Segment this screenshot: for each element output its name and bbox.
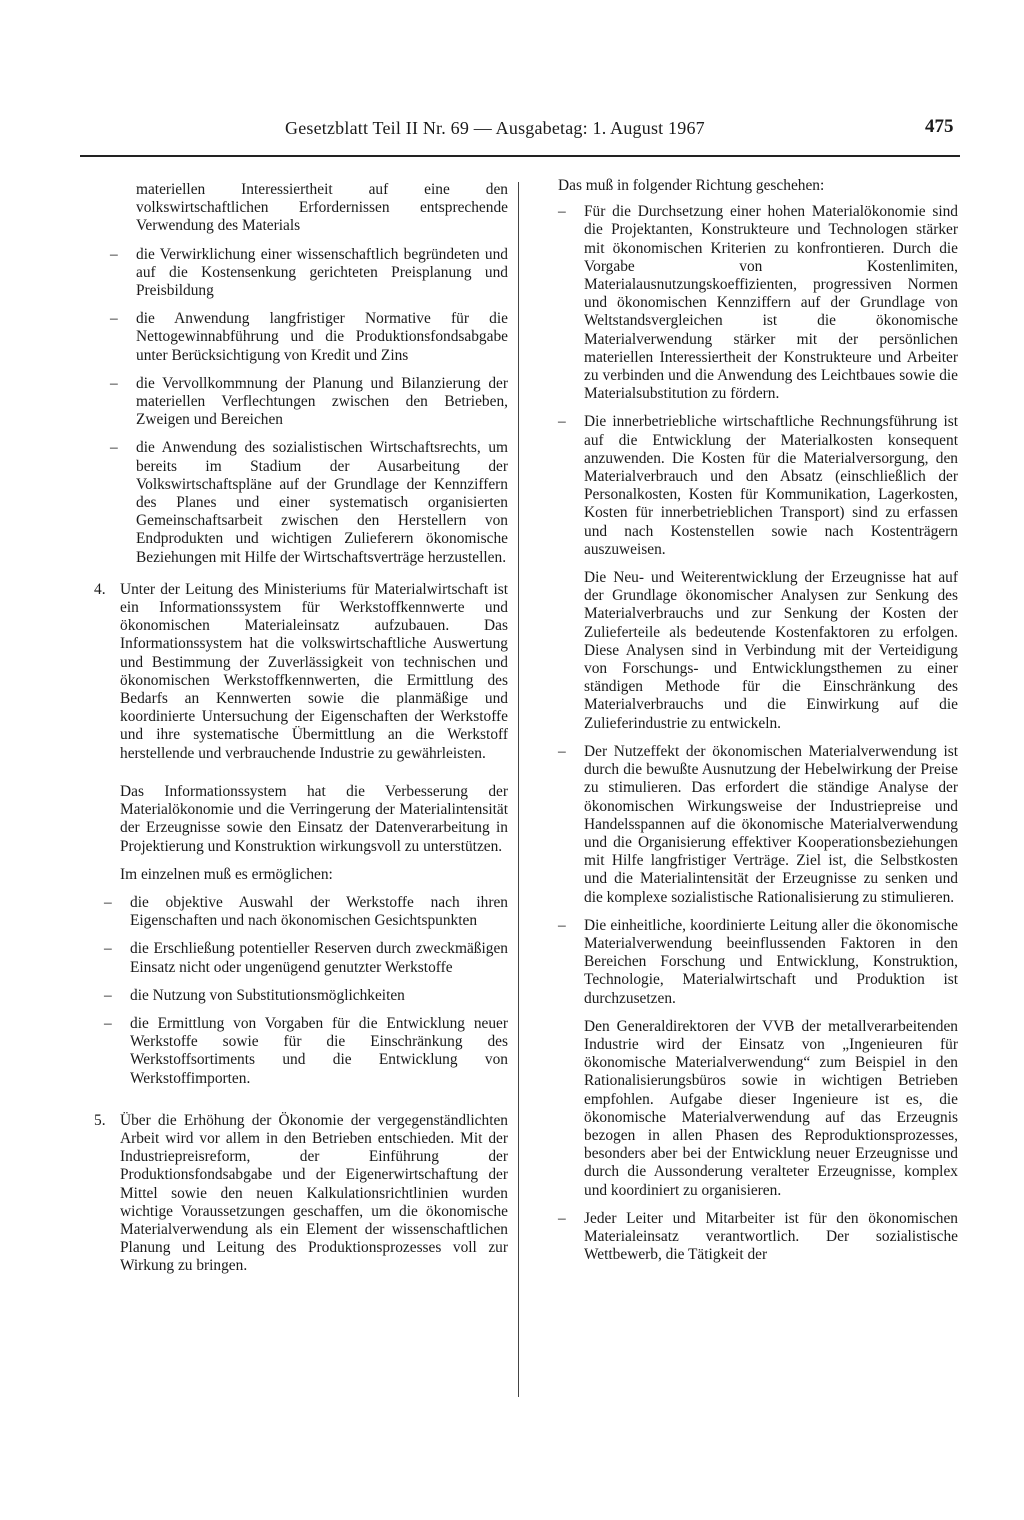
column-divider: [518, 182, 519, 1397]
header-rule: [80, 155, 960, 157]
continuation-paragraph: materiellen Interessiertheit auf eine den volkswirtschaftlichen Erfordernissen entsprechende Verwendung des Materials: [136, 181, 508, 235]
dash-marker: –: [104, 986, 112, 1004]
dash-marker: –: [558, 916, 566, 934]
list-item: [104, 893, 508, 930]
list-item: [110, 246, 508, 301]
list-item: [104, 1014, 508, 1088]
list-item: [110, 439, 508, 566]
section-5-paragraph: Über die Erhöhung der Ökonomie der vergegenständlichten Arbeit wird vor allem in den Betrieben entschieden. Mit der Industriepreisreform, der Einführung der Produktionsfondsabgabe und der Eigenerwirtschaftung der Mittel sowie den neuen Kalkulationsrichtlinien wurden wichtige Voraussetzungen geschaffen, um die ökonomische Materialverwendung als ein Element der wissenschaftlichen Planung und Leitung des Produktionsprozesses voll zur Wirkung zu bringen.: [120, 1111, 508, 1275]
list-item-text: die Verwirklichung einer wissenschaftlich begründeten und auf die Kostensenkung gerichteten Preisplanung und Preisbildung: [136, 245, 508, 300]
list-item-text: die Vervollkommnung der Planung und Bilanzierung der materiellen Verflechtungen zwischen den Betrieben, Zweigen und Bereichen: [136, 374, 508, 429]
section-number: 4.: [94, 580, 106, 598]
section-4: [94, 580, 508, 1102]
list-item: [558, 743, 958, 907]
section-5: [94, 1111, 508, 1286]
list-item-text: Jeder Leiter und Mitarbeiter ist für den ökonomischen Materialeinsatz verantwortlich. Der sozialistische Wettbewerb, die Tätigkeit der: [584, 1209, 958, 1264]
left-column: [94, 181, 508, 1296]
dash-marker: –: [558, 203, 566, 221]
list-item: [110, 310, 508, 365]
list-item-text: Die innerbetriebliche wirtschaftliche Rechnungsführung ist auf die Entwicklung der Materialkosten konsequent anzuwenden. Die Kosten für die Materialversorgung, den Materialverbrauch und den Absatz (einschließlich der Personalkosten, Kosten für Kommunikation, Lagerkosten, Kosten für innerbetrieblichen Transport) sind zu erfassen und nach Kostenstellen sowie nach Kostenträgern auszuweisen.: [584, 413, 958, 558]
section-4-paragraph-1: Unter der Leitung des Ministeriums für Materialwirtschaft ist ein Informationssystem für Werkstoffkennwerte und ökonomischen Materialeinsatz aufzubauen. Das Informationssystem hat die volkswirtschaftliche Auswertung und Bestimmung der Zuverlässigkeit von technischen und ökonomischen Werkstoffkennwerten, die Ermittlung des Bedarfs an Kennwerten sowie die planmäßige und koordinierte Untersuchung der Eigenschaften der Werkstoffe und ihre systematische Übermittlung an die Werkstoff herstellende und verbrauchende Industrie zu gewährleisten.: [120, 580, 508, 762]
list-item-text: Der Nutzeffekt der ökonomischen Materialverwendung ist durch die bewußte Ausnutzung der Hebelwirkung der Preise zu stimulieren. Das erfordert die ständige Analyse der ökonomischen Wirkungsweise der Industriepreise und Handelsspannen auf die ökonomische Materialverwendung und die Organisierung effektiver Kooperationsbeziehungen mit Hilfe langfristiger Verträge. Ziel ist, die Selbstkosten und die Materialintensität der Erzeugnisse zu senken und die komplexe sozialistische Rationalisierung zu stimulieren.: [584, 742, 958, 906]
dash-marker: –: [110, 374, 118, 392]
dash-marker: –: [110, 245, 118, 263]
dash-marker: –: [104, 940, 112, 958]
list-item: [104, 986, 508, 1005]
dash-marker: –: [558, 742, 566, 760]
dash-marker: –: [558, 1209, 566, 1227]
list-item: [104, 940, 508, 976]
section-number: 5.: [94, 1111, 106, 1129]
right-intro: Das muß in folgender Richtung geschehen:: [558, 177, 825, 194]
section-4-paragraph-3: Im einzelnen muß es ermöglichen:: [120, 865, 333, 883]
list-item-paragraph-2: Den Generaldirektoren der VVB der metallverarbeitenden Industrie wird der Einsatz von „Ingenieuren für ökonomische Materialverwendung“ zum Beispiel in den Rationalisierungsbüros sowie in wichtigen Betrieben empfohlen. Aufgabe dieser Ingenieure ist es, die ökonomische Materialverwendung auf das Erzeugnis bezogen in allen Phasen des Reproduktionsprozesses, besonders aber bei der Entwicklung neuer Erzeugnisse und durch die Aussonderung veralteter Erzeugnisse, komplex und koordiniert zu organisieren.: [584, 1017, 958, 1199]
dash-marker: –: [104, 1014, 112, 1032]
list-item-text: Für die Durchsetzung einer hohen Materialökonomie sind die Projektanten, Konstrukteure und Technologen stärker mit ökonomischen Kriterien zu konfrontieren. Durch die Vorgabe von Kostenlimiten, Materialausnutzungskoeffizienten, progressiven Normen und ökonomischen Kennziffern auf der Grundlage von Weltstandsvergleichen ist die ökonomische Materialverwendung stärker mit der persönlichen materiellen Interessiertheit der Konstrukteure und Arbeiter zu verbinden und die Anwendung des Leichtbaues sowie die Materialsubstitution zu fördern.: [584, 203, 958, 403]
dash-marker: –: [104, 893, 112, 911]
dash-marker: –: [110, 439, 118, 457]
list-item-text: die Ermittlung von Vorgaben für die Entwicklung neuer Werkstoffe sowie für die Einschränkung des Werkstoffsortiments und die Entwicklung von Werkstoffimporten.: [130, 1014, 508, 1087]
list-item: [558, 203, 958, 403]
list-item-text: die Anwendung langfristiger Normative für die Nettogewinnabführung und die Produktionsfondsabgabe unter Berücksichtigung von Kredit und Zins: [136, 310, 508, 364]
running-header: Gesetzblatt Teil II Nr. 69 — Ausgabetag: 1. August 1967: [285, 118, 705, 138]
list-item-text: die Anwendung des sozialistischen Wirtschaftsrechts, um bereits im Stadium der Ausarbeitung der Volkswirtschaftspläne auf der Grundlage der Kennziffern des Planes und einer systematisch organisierten Gemeinschaftsarbeit zwischen den Herstellern von Endprodukten und wichtigen Zulieferern ökonomische Beziehungen mit Hilfe der Wirtschaftsverträge herzustellen.: [136, 439, 508, 566]
list-item-text: die Nutzung von Substitutionsmöglichkeiten: [130, 986, 405, 1004]
section-4-paragraph-2: Das Informationssystem hat die Verbesserung der Materialökonomie und die Verringerung der Materialintensität der Erzeugnisse sowie den Einsatz der Datenverarbeitung in Projektierung und Konstruktion wirkungsvoll zu unterstützen.: [120, 782, 508, 855]
list-item: [558, 917, 958, 1200]
list-item-text: die Erschließung potentieller Reserven durch zweckmäßigen Einsatz nicht oder ungenügend genutzter Werkstoffe: [130, 940, 508, 976]
list-item: [558, 413, 958, 732]
list-item-text: Die einheitliche, koordinierte Leitung aller die ökonomische Materialverwendung beeinflussenden Faktoren in den Bereichen Forschung und Entwicklung, Konstruktion, Technologie, Materialwirtschaft und Produktion ist durchzusetzen.: [584, 916, 958, 1007]
right-column: [558, 177, 958, 1274]
list-item-text: die objektive Auswahl der Werkstoffe nach ihren Eigenschaften und nach ökonomischen Gesichtspunkten: [130, 893, 508, 930]
list-item-paragraph-2: Die Neu- und Weiterentwicklung der Erzeugnisse hat auf der Grundlage ökonomischer Analysen zur Senkung des Materialverbrauchs und zur Senkung der Kosten der Zulieferteile als bedeutende Kostenfaktoren zu erfolgen. Diese Analysen sind in Verbindung mit der Verteidigung von Forschungs- und Entwicklungsthemen zu einer ständigen Methode für die Einschränkung des Materialverbrauchs und die Einwirkung auf die Zulieferindustrie zu entwickeln.: [584, 569, 958, 732]
dash-marker: –: [110, 310, 118, 328]
dash-marker: –: [558, 413, 566, 431]
list-item: [558, 1210, 958, 1265]
list-item: [110, 375, 508, 430]
page-number: 475: [925, 116, 954, 137]
